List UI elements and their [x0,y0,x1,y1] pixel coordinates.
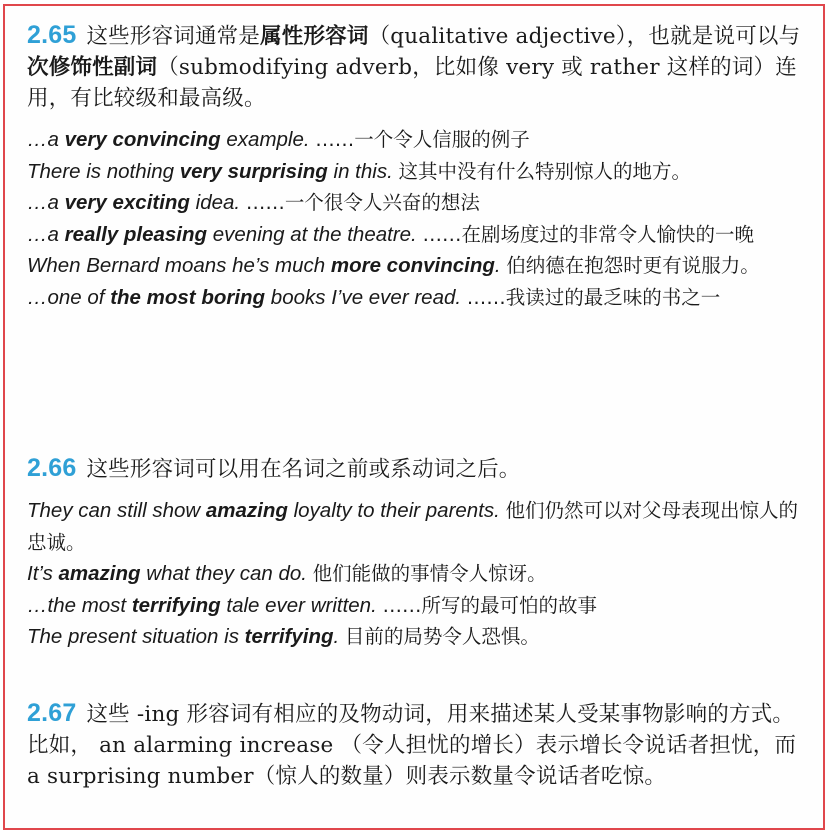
translation-text: 他们能做的事情令人惊讶。 [312,562,547,585]
example-sentence [27,590,811,622]
example-text: idea. [189,191,246,214]
example-text: The present situation is [27,625,245,648]
section-2-66 [27,453,811,653]
example-text: . [494,254,507,277]
example-sentence [27,282,811,314]
section-2-65 [27,20,811,313]
highlighted-phrase: really pleasing [64,222,208,246]
example-text: tale ever written. [220,593,383,617]
example-sentence [27,187,811,219]
intro-text: （qualitative adjective），也就是说可以与 [368,24,801,49]
highlighted-phrase: more convincing [330,254,495,277]
example-text: in this. [327,159,399,183]
examples-list [27,495,811,653]
example-text: loyalty to their parents. [287,499,506,522]
example-text: They can still show [27,499,206,522]
intro-text: （submodifying adverb，比如像 very 或 rather 这样的词）连用，有比较级和最高级。 [27,55,797,111]
translation-text: ……所写的最可怕的故事 [382,593,597,617]
section-number: 2.66 [27,454,77,482]
example-sentence [27,250,811,282]
example-text: …a [27,191,65,214]
translation-text: 他们仍然可以对父母表现出惊人的忠诚。 [27,499,799,554]
example-text: There is nothing [27,159,180,183]
example-text: example. [220,128,316,151]
translation-text: 目前的局势令人恐惧。 [344,625,540,648]
example-text: …a [27,128,65,151]
example-sentence [27,219,811,251]
example-sentence [27,124,811,156]
example-text: what they can do. [140,562,313,585]
example-text: books I’ve ever read. [265,285,467,309]
example-sentence [27,156,811,188]
example-text: …the most [27,593,132,617]
highlighted-phrase: very convincing [64,128,221,151]
section-intro [27,20,811,114]
highlighted-phrase: amazing [205,499,288,522]
examples-list [27,124,811,313]
example-text: evening at the theatre. [207,222,423,246]
example-text: …a [27,222,65,246]
section-2-67 [27,698,811,792]
translation-text: 伯纳德在抱怨时更有说服力。 [506,254,760,277]
intro-text: 这些形容词通常是 [86,24,261,49]
section-intro [27,698,811,792]
example-sentence [27,495,811,558]
example-text: . [333,625,345,648]
section-intro [27,453,811,485]
highlighted-phrase: terrifying [244,625,334,648]
translation-text: ……一个很令人兴奋的想法 [245,191,480,214]
translation-text: ……在剧场度过的非常令人愉快的一晚 [422,222,754,246]
highlighted-phrase: very surprising [179,159,328,183]
example-sentence [27,558,811,590]
highlighted-phrase: the most boring [110,285,266,309]
example-text: When Bernard moans he’s much [27,254,331,277]
section-number: 2.65 [27,21,77,49]
intro-text: 这些形容词可以用在名词之前或系动词之后。 [86,457,521,482]
example-text: It’s [27,562,59,585]
highlighted-phrase: terrifying [131,593,221,617]
translation-text: ……一个令人信服的例子 [315,128,530,151]
highlighted-phrase: amazing [58,562,141,585]
highlighted-phrase: very exciting [64,191,190,214]
example-text: …one of [27,285,111,309]
translation-text: 这其中没有什么特别惊人的地方。 [398,159,691,183]
intro-text: 这些 -ing 形容词有相应的及物动词，用来描述某人受某事物影响的方式。比如， an alarming increase （令人担忧的增长）表示增长令说话者担忧，而 a surprising number（惊人的数量）则表示数量令说话者吃惊。 [27,702,797,789]
translation-text: ……我读过的最乏味的书之一 [466,285,721,309]
page-frame [3,4,825,830]
section-number: 2.67 [27,699,77,727]
key-term: 次修饰性副词 [27,55,158,80]
example-sentence [27,621,811,653]
key-term: 属性形容词 [260,24,369,49]
